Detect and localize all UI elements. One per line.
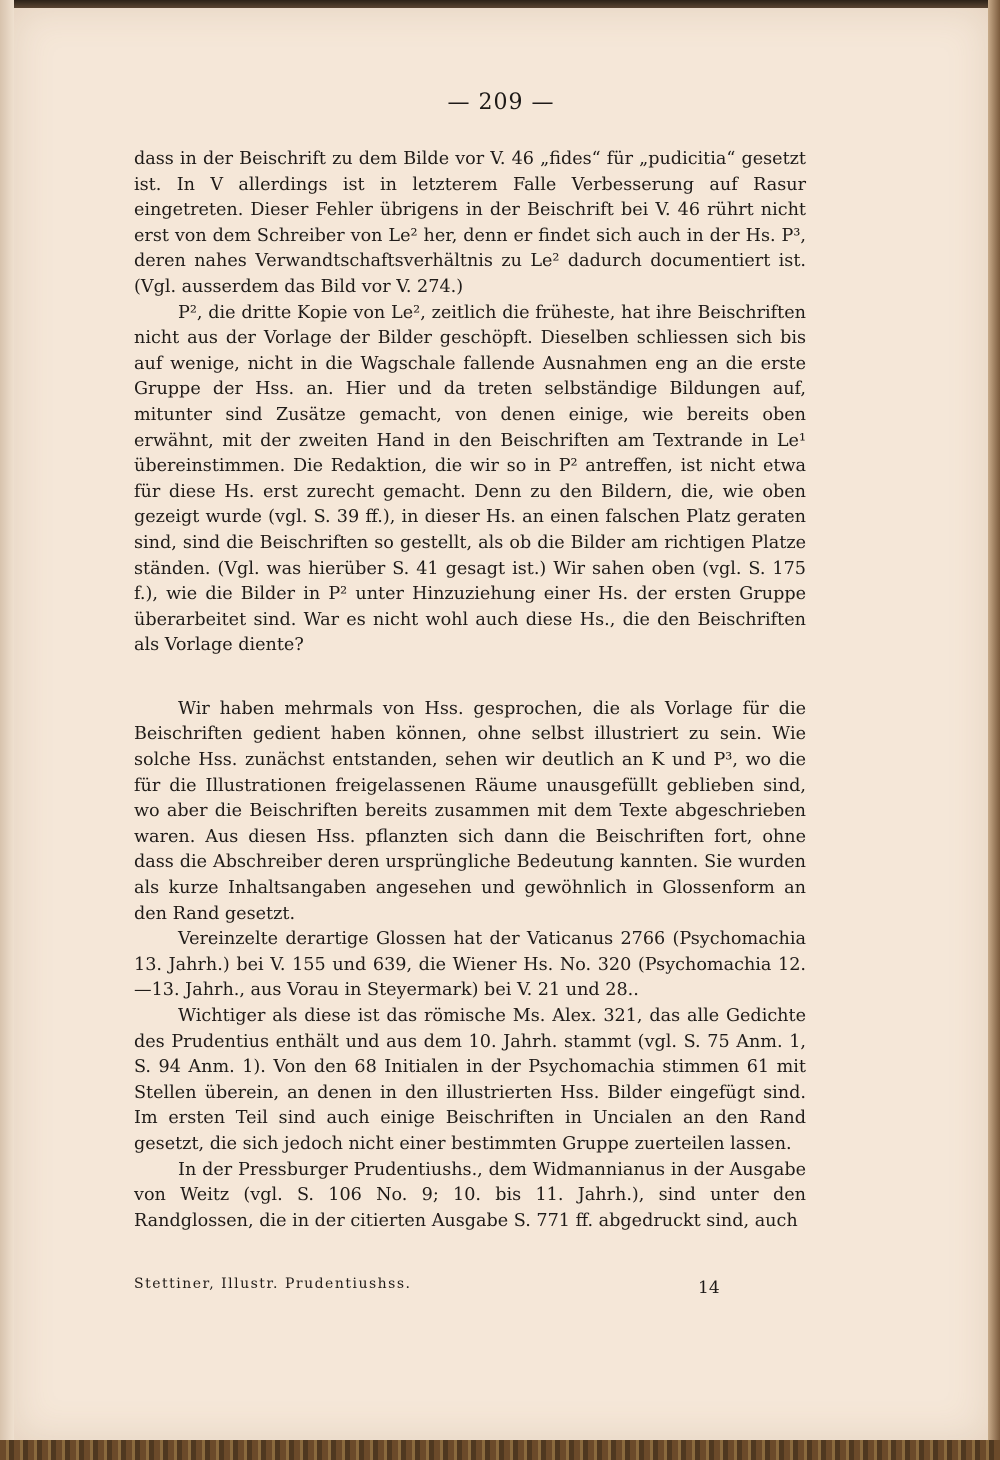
paragraph: In der Pressburger Prudentiushs., dem Widmannianus in der Ausgabe von Weitz (vgl. S. 106 No. 9; 10. bis 11. Jahrh.), sind unter den Randglossen, die in der citierten Ausgabe S. 771 ff. abgedruckt sind, auch bbox=[134, 1159, 806, 1231]
footer-signature: Stettiner, Illustr. Prudentiushss. bbox=[134, 1276, 412, 1292]
signature-number: 14 bbox=[698, 1278, 720, 1298]
paragraph: dass in der Beischrift zu dem Bilde vor V. 46 „fides“ für „pudicitia“ gesetzt ist. In V allerdings ist in letzterem Falle Verbesserung auf Rasur eingetreten. Dieser Fehler übrigens in der Beischrift bei V. 46 rührt nicht erst von dem Schreiber von Le² her, denn er findet sich auch in der Hs. P³, deren nahes Verwandtschaftsverhältnis zu Le² dadurch documentiert ist. (Vgl. ausserdem das Bild vor V. 274.) bbox=[134, 149, 806, 297]
page-right-edge bbox=[988, 0, 1000, 1460]
page-bottom-edge bbox=[0, 1440, 1000, 1460]
page-number-header: — 209 — bbox=[447, 90, 555, 115]
paragraph: P², die dritte Kopie von Le², zeitlich die früheste, hat ihre Beischriften nicht aus der Vorlage der Bilder geschöpft. Dieselben schliessen sich bis auf wenige, nicht in die Wagschale fallende Ausnahmen eng an die erste Gruppe der Hss. an. Hier und da treten selbständige Bildungen auf, mitunter sind Zusätze gemacht, von denen einige, wie bereits oben erwähnt, mit der zweiten Hand in den Beischriften am Textrande in Le¹ übereinstimmen. Die Redaktion, die wir so in P² antreffen, ist nicht etwa für diese Hs. erst zurecht gemacht. Denn zu den Bildern, die, wie oben gezeigt wurde (vgl. S. 39 ff.), in dieser Hs. an einen falschen Platz geraten sind, sind die Beischriften so gestellt, als ob die Bilder am richtigen Platze ständen. (Vgl. was hierüber S. 41 gesagt ist.) Wir sahen oben (vgl. S. 175 f.), wie die Bilder in P² unter Hinzuziehung einer Hs. der ersten Gruppe überarbeitet sind. War es nicht wohl auch diese Hs., die den Beischriften als Vorlage diente? bbox=[134, 302, 806, 656]
page-left-edge bbox=[0, 0, 14, 1460]
page-body bbox=[134, 147, 806, 1234]
section-gap bbox=[134, 659, 806, 697]
paragraph: Wir haben mehrmals von Hss. gesprochen, die als Vorlage für die Beischriften gedient haben können, ohne selbst illustriert zu sein. Wie solche Hss. zunächst entstanden, sehen wir deutlich an K und P³, wo die für die Illustrationen freigelassenen Räume unausgefüllt geblieben sind, wo aber die Beischriften bereits zusammen mit dem Texte abgeschrieben waren. Aus diesen Hss. pflanzten sich dann die Beischriften fort, ohne dass die Abschreiber deren ursprüngliche Bedeutung kannten. Sie wurden als kurze Inhaltsangaben angesehen und gewöhnlich in Glossenform an den Rand gesetzt. bbox=[134, 698, 806, 924]
paragraph: Wichtiger als diese ist das römische Ms. Alex. 321, das alle Gedichte des Prudentius enthält und aus dem 10. Jahrh. stammt (vgl. S. 75 Anm. 1, S. 94 Anm. 1). Von den 68 Initialen in der Psychomachia stimmen 61 mit Stellen überein, an denen in den illustrierten Hss. Bilder eingefügt sind. Im ersten Teil sind auch einige Beischriften in Uncialen an den Rand gesetzt, die sich jedoch nicht einer bestimmten Gruppe zuerteilen lassen. bbox=[134, 1006, 806, 1154]
page-top-edge bbox=[0, 0, 1000, 8]
book-page bbox=[14, 8, 988, 1440]
paragraph: Vereinzelte derartige Glossen hat der Vaticanus 2766 (Psychomachia 13. Jahrh.) bei V. 155 und 639, die Wiener Hs. No. 320 (Psychomachia 12.—13. Jahrh., aus Vorau in Steyermark) bei V. 21 und 28.. bbox=[134, 929, 806, 1001]
